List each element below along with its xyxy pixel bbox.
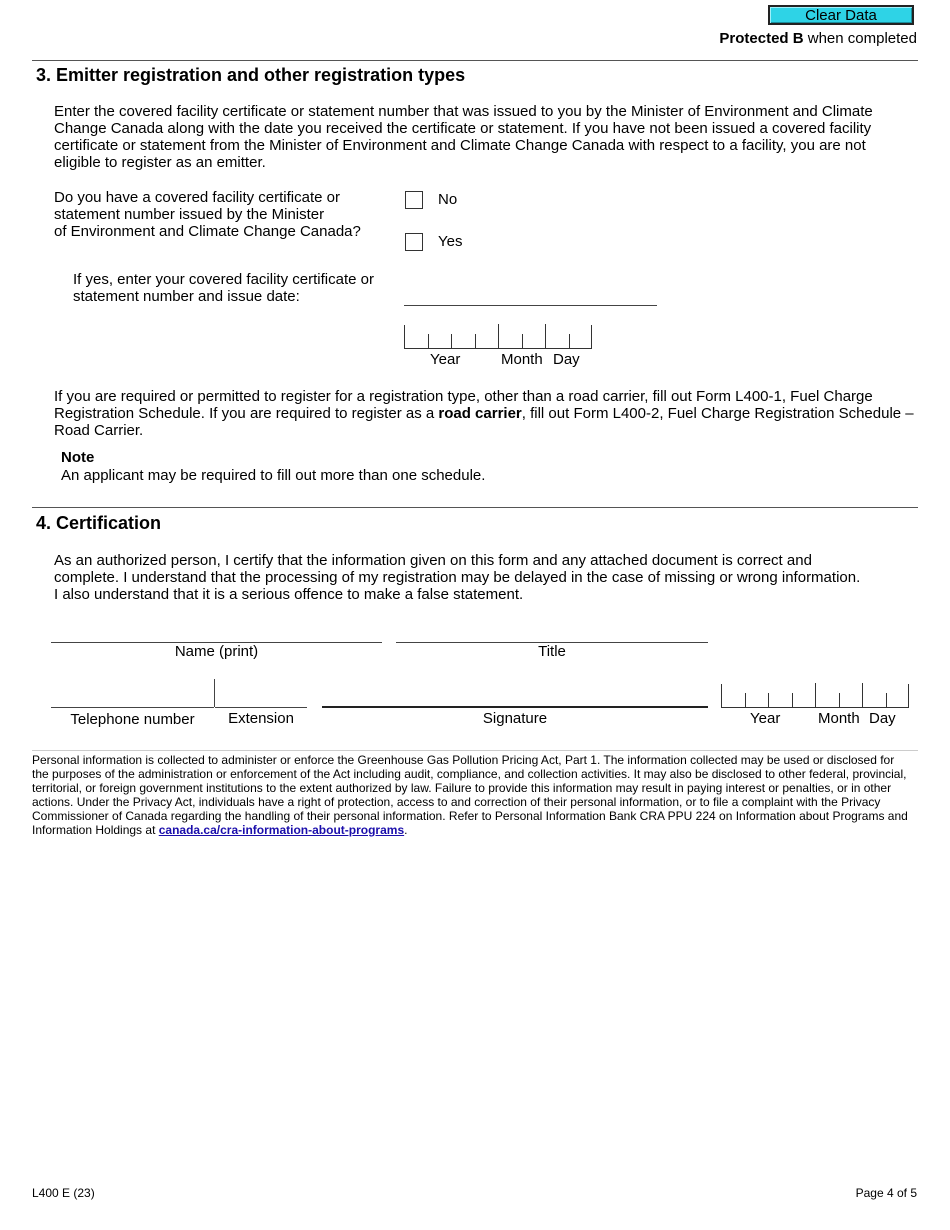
section-divider xyxy=(32,507,918,508)
date-tick xyxy=(545,324,546,348)
date-tick xyxy=(451,334,452,348)
extension-label: Extension xyxy=(228,710,294,727)
question-line: of Environment and Climate Change Canada? xyxy=(54,223,361,240)
section-4-title: 4. Certification xyxy=(36,513,162,533)
date-tick xyxy=(792,693,793,707)
no-checkbox[interactable] xyxy=(405,191,423,209)
privacy-divider xyxy=(32,750,918,751)
name-print-input[interactable] xyxy=(51,622,382,643)
schedule-text: , fill out Form L400-2, Fuel Charge Registration Schedule – Road Carrier. xyxy=(54,405,914,439)
title-input[interactable] xyxy=(396,622,708,643)
date-tick xyxy=(522,334,523,348)
registration-schedule-info xyxy=(54,388,916,439)
note-title: Note xyxy=(61,449,95,466)
section-3-title: 3. Emitter registration and other registration types xyxy=(36,65,466,85)
protected-suffix: when completed xyxy=(803,30,917,47)
certification-line: I also understand that it is a serious offence to make a false statement. xyxy=(54,586,524,603)
date-year-label: Year xyxy=(430,351,461,368)
privacy-text: Personal information is collected to administer or enforce the Greenhouse Gas Pollution Pricing Act, Part 1. The information collected may be used or disclosed for the purposes of the administration or enforcement of the Act including audit, compliance, and collection activities. It may also be disclosed to other federal, provincial, territorial, or foreign government institutions to the extent authorized by law. Failure to provide this information may result in paying interest or penalties, or in other actions. Under the Privacy Act, individuals have a right of protection, access to and correction of their personal information, or to file a complaint with the Privacy Commissioner of Canada regarding the handling of their personal information. Refer to Personal Information Bank CRA PPU 224 on Information about Programs and Information Holdings at xyxy=(32,753,908,837)
date-tick xyxy=(569,334,570,348)
ifyes-instruction xyxy=(73,271,403,305)
clear-data-button[interactable]: Clear Data xyxy=(768,5,914,25)
cert-year-label: Year xyxy=(750,710,781,727)
telephone-input[interactable] xyxy=(51,687,214,708)
certificate-question xyxy=(54,189,394,240)
date-month-label: Month xyxy=(501,351,543,368)
date-tick xyxy=(886,693,887,707)
certificate-number-input[interactable] xyxy=(404,285,657,306)
certification-date-field[interactable] xyxy=(721,684,909,708)
question-line: statement number issued by the Minister xyxy=(54,206,325,223)
cert-day-label: Day xyxy=(869,710,896,727)
signature-line[interactable] xyxy=(322,706,708,708)
instruction-line: statement number and issue date: xyxy=(73,288,300,305)
yes-checkbox[interactable] xyxy=(405,233,423,251)
signature-label: Signature xyxy=(482,710,548,727)
date-tick xyxy=(862,683,863,707)
telephone-label: Telephone number xyxy=(70,711,195,728)
date-tick xyxy=(475,334,476,348)
date-tick xyxy=(498,324,499,348)
certification-line: As an authorized person, I certify that the information given on this form and any attached document is correct and xyxy=(54,552,812,569)
date-tick xyxy=(745,693,746,707)
cert-month-label: Month xyxy=(818,710,860,727)
cra-programs-link[interactable]: canada.ca/cra-information-about-programs xyxy=(158,823,405,837)
no-label: No xyxy=(438,191,458,208)
certification-line: complete. I understand that the processing of my registration may be delayed in the case of missing or wrong information. xyxy=(54,569,861,586)
form-id: L400 E (23) xyxy=(32,1186,95,1200)
page-number: Page 4 of 5 xyxy=(855,1186,917,1200)
certification-text xyxy=(54,552,924,603)
date-tick xyxy=(768,693,769,707)
issue-date-field[interactable] xyxy=(404,325,592,349)
note-text: An applicant may be required to fill out more than one schedule. xyxy=(61,467,486,484)
protected-notice xyxy=(719,30,917,47)
date-tick xyxy=(428,334,429,348)
name-print-label: Name (print) xyxy=(174,643,259,660)
date-tick xyxy=(815,683,816,707)
date-day-label: Day xyxy=(553,351,580,368)
title-label: Title xyxy=(538,643,566,660)
date-tick xyxy=(839,693,840,707)
yes-label: Yes xyxy=(438,233,463,250)
privacy-end: . xyxy=(404,823,408,837)
instruction-line: If yes, enter your covered facility certificate or xyxy=(73,271,374,288)
question-line: Do you have a covered facility certificate or xyxy=(54,189,340,206)
schedule-emphasis: road carrier xyxy=(438,405,522,422)
protected-level: Protected B xyxy=(719,30,804,47)
schedule-text: If you are required or permitted to register for a registration type, other than a road carrier, fill out Form L400-1, Fuel Charge Registration Schedule. If you are required to register as a xyxy=(54,388,873,422)
extension-input[interactable] xyxy=(215,687,307,708)
section-3-intro: Enter the covered facility certificate or statement number that was issued to you by the Minister of Environment and Climate Change Canada along with the date you received the certificate or statement. If you have not been issued a covered facility certificate or statement from the Minister of Environment and Climate Change Canada with respect to a facility, you are not eligible to register as an emitter. xyxy=(54,103,873,171)
section-divider xyxy=(32,60,918,61)
privacy-notice xyxy=(32,753,912,837)
